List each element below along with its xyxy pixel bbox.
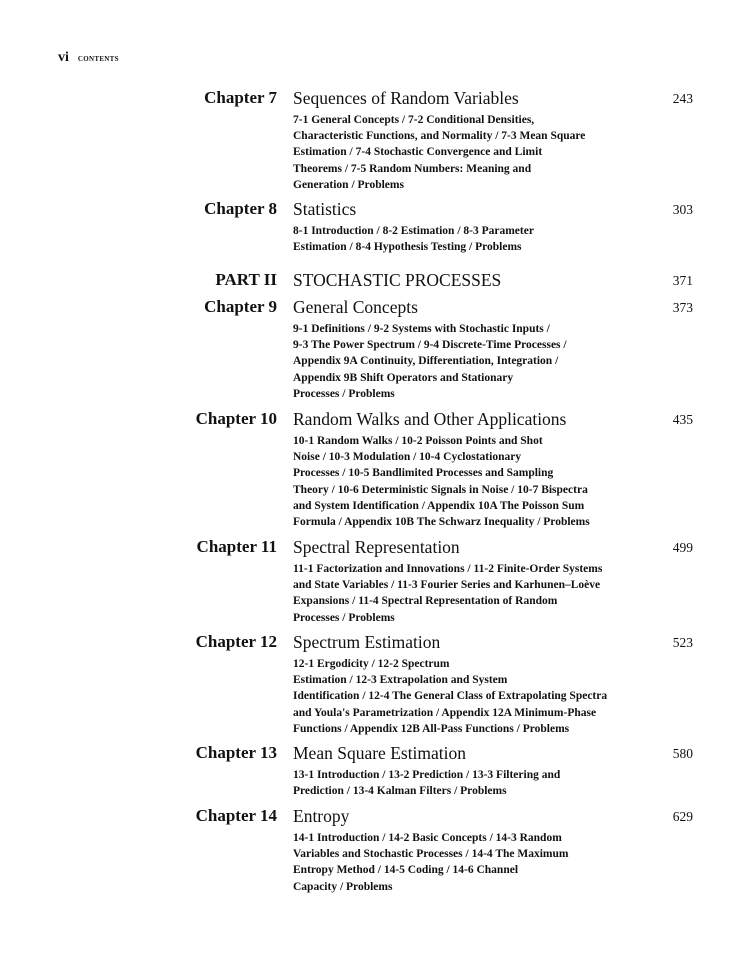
entry-page: 580 [672, 746, 693, 761]
entry-label: PART II [215, 270, 277, 289]
entry-label: Chapter 14 [195, 806, 277, 825]
entry-sections [293, 223, 673, 255]
section-line: and System Identification / Appendix 10A The Poisson Sum [293, 499, 585, 512]
section-line: Theory / 10-6 Deterministic Signals in Noise / 10-7 Bispectra [293, 483, 588, 496]
section-line: and State Variables / 11-3 Fourier Series and Karhunen–Loève [293, 579, 601, 592]
section-line: 14-1 Introduction / 14-2 Basic Concepts / 14-3 Random [293, 832, 562, 844]
section-line: Appendix 9A Continuity, Differentiation, Integration / [293, 355, 559, 368]
entry-label: Chapter 8 [204, 199, 277, 218]
entry-page: 243 [672, 91, 693, 106]
section-line: Variables and Stochastic Processes / 14-4 The Maximum [293, 848, 569, 861]
entry-sections [293, 112, 673, 193]
entry-sections [293, 656, 673, 737]
entry-label: Chapter 13 [195, 743, 277, 762]
entry-title: Random Walks and Other Applications [293, 409, 567, 429]
section-line: Noise / 10-3 Modulation / 10-4 Cyclostationary [293, 451, 522, 464]
section-line: Capacity / Problems [293, 880, 393, 893]
running-header [58, 50, 119, 66]
section-line: Characteristic Functions, and Normality / 7-3 Mean Square [293, 130, 586, 143]
section-line: Prediction / 13-4 Kalman Filters / Problems [293, 785, 507, 798]
entry-title: General Concepts [293, 297, 418, 317]
entry-label: Chapter 7 [204, 88, 277, 107]
section-line: 7-1 General Concepts / 7-2 Conditional Densities, [293, 114, 535, 126]
entry-title: Entropy [293, 806, 350, 826]
entry-sections [293, 767, 673, 799]
section-line: Appendix 9B Shift Operators and Stationary [293, 371, 514, 384]
section-line: 13-1 Introduction / 13-2 Prediction / 13-3 Filtering and [293, 769, 561, 781]
running-title: CONTENTS [77, 55, 119, 63]
section-line: Expansions / 11-4 Spectral Representation of Random [293, 595, 558, 608]
entry-sections [293, 433, 673, 530]
section-line: Formula / Appendix 10B The Schwarz Inequality / Problems [293, 516, 590, 529]
entry-label: Chapter 12 [195, 632, 277, 651]
section-line: 12-1 Ergodicity / 12-2 Spectrum [293, 658, 450, 670]
section-line: Generation / Problems [293, 178, 404, 191]
entry-title: Statistics [293, 199, 357, 219]
section-line: Theorems / 7-5 Random Numbers: Meaning and [293, 162, 532, 175]
section-line: Estimation / 8-4 Hypothesis Testing / Problems [293, 241, 522, 254]
entry-label: Chapter 9 [204, 297, 277, 316]
page-number: vi [58, 50, 69, 65]
section-line: Processes / 10-5 Bandlimited Processes and Sampling [293, 467, 554, 480]
section-line: 11-1 Factorization and Innovations / 11-2 Finite-Order Systems [293, 563, 603, 575]
entry-page: 435 [672, 412, 693, 427]
section-line: Identification / 12-4 The General Class of Extrapolating Spectra [293, 690, 608, 703]
section-line: 9-1 Definitions / 9-2 Systems with Stochastic Inputs / [293, 323, 550, 335]
entry-title: Mean Square Estimation [293, 743, 467, 763]
entry-sections [293, 561, 673, 626]
entry-sections [293, 321, 673, 402]
section-line: Estimation / 12-3 Extrapolation and System [293, 674, 508, 687]
section-line: 9-3 The Power Spectrum / 9-4 Discrete-Time Processes / [293, 339, 567, 352]
section-line: and Youla's Parametrization / Appendix 12A Minimum-Phase [293, 706, 597, 719]
section-line: Processes / Problems [293, 387, 395, 400]
entry-page: 303 [672, 202, 693, 217]
section-line: 10-1 Random Walks / 10-2 Poisson Points and Shot [293, 435, 543, 447]
entry-title: Spectral Representation [293, 537, 460, 557]
entry-page: 629 [672, 809, 693, 824]
section-line: Processes / Problems [293, 611, 395, 624]
entry-label: Chapter 10 [195, 409, 277, 428]
section-line: Estimation / 7-4 Stochastic Convergence and Limit [293, 146, 543, 159]
entry-page: 373 [672, 300, 693, 315]
section-line: 8-1 Introduction / 8-2 Estimation / 8-3 Parameter [293, 225, 534, 237]
entry-page: 371 [672, 273, 693, 288]
entry-label: Chapter 11 [196, 537, 277, 556]
entry-title: Sequences of Random Variables [293, 88, 519, 108]
section-line: Functions / Appendix 12B All-Pass Functions / Problems [293, 722, 570, 735]
entry-page: 523 [672, 635, 693, 650]
entry-title: STOCHASTIC PROCESSES [293, 270, 502, 290]
entry-page: 499 [672, 540, 693, 555]
entry-sections [293, 830, 673, 895]
entry-title: Spectrum Estimation [293, 632, 441, 652]
section-line: Entropy Method / 14-5 Coding / 14-6 Channel [293, 864, 519, 877]
